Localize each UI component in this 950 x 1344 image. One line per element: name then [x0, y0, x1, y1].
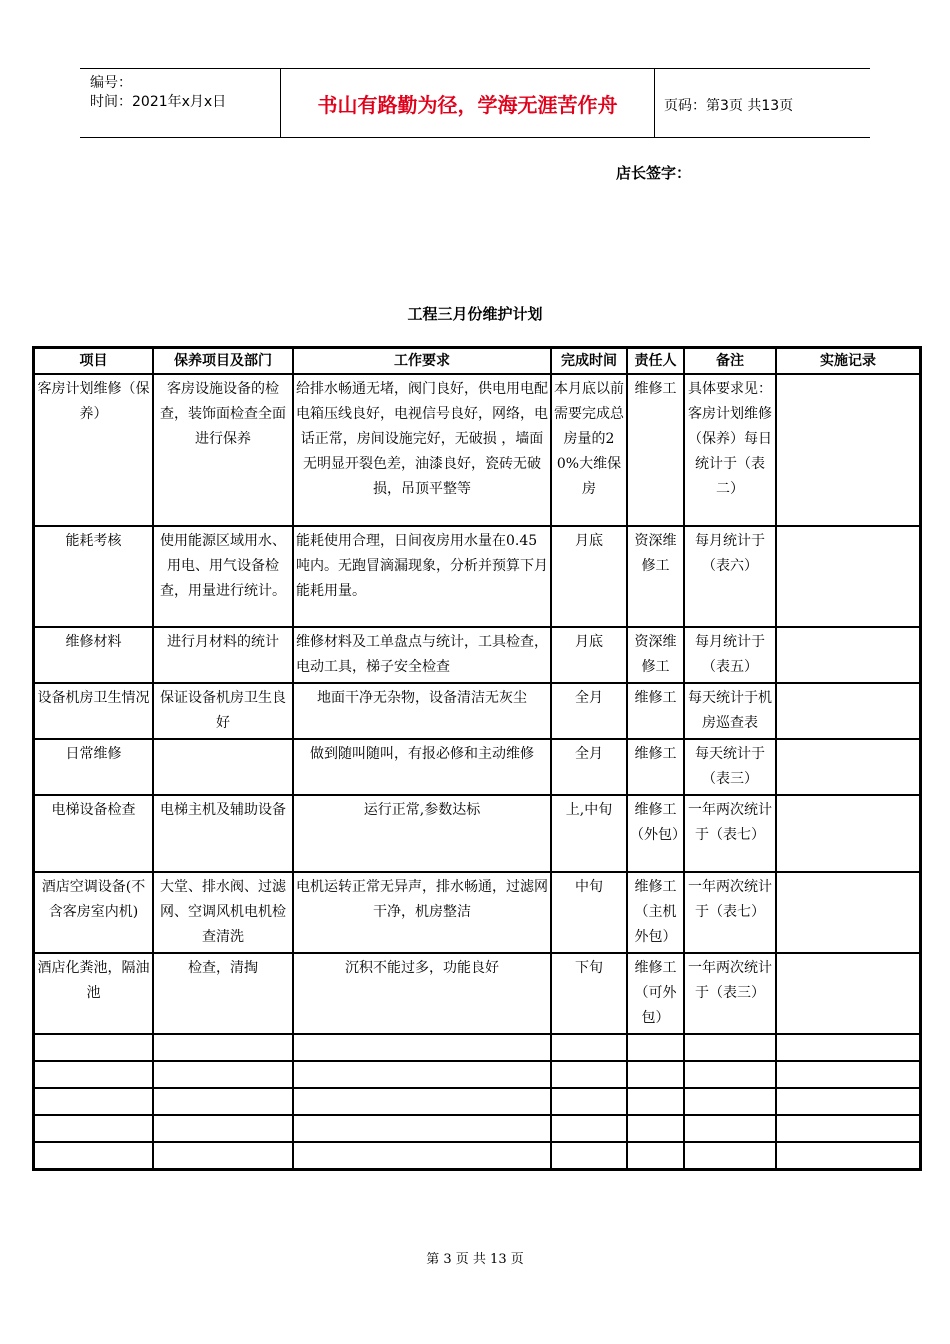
table-header-row — [34, 348, 920, 374]
page-indicator: 页码：第3页 共13页 — [664, 98, 794, 114]
cell-remark: 一年两次统计于（表三） — [684, 953, 776, 1034]
empty-row — [34, 1115, 920, 1142]
cell-deadline: 上,中旬 — [551, 795, 627, 872]
empty-cell[interactable] — [153, 1061, 293, 1088]
cell-item: 客房计划维修（保养） — [34, 374, 153, 526]
cell-item: 酒店空调设备(不含客房室内机) — [34, 872, 153, 953]
table-row — [34, 683, 920, 739]
empty-cell[interactable] — [34, 1061, 153, 1088]
empty-cell[interactable] — [34, 1088, 153, 1115]
cell-requirement: 能耗使用合理，日间夜房用水量在0.45吨内。无跑冒滴漏现象，分析并预算下月能耗用量。 — [293, 526, 551, 627]
table-row — [34, 526, 920, 627]
header-meta — [80, 69, 280, 137]
column-header: 完成时间 — [551, 348, 627, 374]
empty-cell[interactable] — [776, 1142, 920, 1169]
empty-cell[interactable] — [153, 1142, 293, 1169]
cell-scope: 检查，清掏 — [153, 953, 293, 1034]
empty-cell[interactable] — [627, 1034, 684, 1061]
cell-item: 维修材料 — [34, 627, 153, 683]
cell-remark: 一年两次统计于（表七） — [684, 872, 776, 953]
empty-cell[interactable] — [684, 1034, 776, 1061]
cell-scope: 进行月材料的统计 — [153, 627, 293, 683]
empty-cell[interactable] — [684, 1061, 776, 1088]
page-title: 工程三月份维护计划 — [407, 305, 543, 323]
cell-item: 酒店化粪池，隔油池 — [34, 953, 153, 1034]
cell-remark: 一年两次统计于（表七） — [684, 795, 776, 872]
cell-deadline: 月底 — [551, 526, 627, 627]
cell-requirement: 维修材料及工单盘点与统计，工具检查，电动工具，梯子安全检查 — [293, 627, 551, 683]
table-row — [34, 872, 920, 953]
cell-requirement: 做到随叫随叫，有报必修和主动维修 — [293, 739, 551, 795]
empty-row — [34, 1088, 920, 1115]
empty-cell[interactable] — [627, 1088, 684, 1115]
header-motto: 书山有路勤为径，学海无涯苦作舟 — [280, 69, 655, 137]
cell-deadline: 全月 — [551, 683, 627, 739]
cell-item: 日常维修 — [34, 739, 153, 795]
empty-cell[interactable] — [551, 1115, 627, 1142]
time-label: 时间：2021年x月x日 — [90, 94, 227, 110]
cell-owner: 资深维修工 — [627, 627, 684, 683]
cell-owner: 维修工 — [627, 374, 684, 526]
cell-requirement: 地面干净无杂物，设备清洁无灰尘 — [293, 683, 551, 739]
empty-cell[interactable] — [684, 1088, 776, 1115]
column-header: 备注 — [684, 348, 776, 374]
empty-row — [34, 1061, 920, 1088]
empty-cell[interactable] — [153, 1115, 293, 1142]
cell-item: 能耗考核 — [34, 526, 153, 627]
column-header: 工作要求 — [293, 348, 551, 374]
empty-cell[interactable] — [684, 1142, 776, 1169]
cell-item: 电梯设备检查 — [34, 795, 153, 872]
cell-deadline: 全月 — [551, 739, 627, 795]
cell-record[interactable] — [776, 953, 920, 1034]
empty-cell[interactable] — [776, 1061, 920, 1088]
empty-cell[interactable] — [627, 1142, 684, 1169]
cell-remark: 每天统计于机房巡查表 — [684, 683, 776, 739]
empty-cell[interactable] — [293, 1034, 551, 1061]
empty-cell[interactable] — [293, 1088, 551, 1115]
cell-deadline: 中旬 — [551, 872, 627, 953]
cell-owner: 维修工（可外包） — [627, 953, 684, 1034]
page-footer: 第 3 页 共 13 页 — [426, 1252, 524, 1267]
cell-remark: 每月统计于（表五） — [684, 627, 776, 683]
number-label: 编号： — [90, 75, 132, 91]
empty-cell[interactable] — [551, 1034, 627, 1061]
maintenance-plan-table — [32, 346, 922, 1171]
empty-cell[interactable] — [293, 1115, 551, 1142]
empty-cell[interactable] — [293, 1142, 551, 1169]
column-header: 保养项目及部门 — [153, 348, 293, 374]
cell-item: 设备机房卫生情况 — [34, 683, 153, 739]
empty-cell[interactable] — [551, 1061, 627, 1088]
cell-record[interactable] — [776, 526, 920, 627]
cell-scope: 大堂、排水阀、过滤网、空调风机电机检查清洗 — [153, 872, 293, 953]
column-header: 实施记录 — [776, 348, 920, 374]
empty-cell[interactable] — [153, 1088, 293, 1115]
table-row — [34, 627, 920, 683]
cell-scope: 电梯主机及辅助设备 — [153, 795, 293, 872]
cell-deadline: 下旬 — [551, 953, 627, 1034]
cell-requirement: 运行正常,参数达标 — [293, 795, 551, 872]
empty-cell[interactable] — [34, 1115, 153, 1142]
cell-owner: 维修工（主机外包） — [627, 872, 684, 953]
cell-requirement: 沉积不能过多，功能良好 — [293, 953, 551, 1034]
table-row — [34, 795, 920, 872]
column-header: 项目 — [34, 348, 153, 374]
empty-row — [34, 1034, 920, 1061]
cell-owner: 维修工 — [627, 683, 684, 739]
table-row — [34, 739, 920, 795]
empty-cell[interactable] — [776, 1115, 920, 1142]
cell-record[interactable] — [776, 627, 920, 683]
cell-deadline: 本月底以前需要完成总房量的20%大维保房 — [551, 374, 627, 526]
cell-record[interactable] — [776, 795, 920, 872]
cell-remark: 每天统计于（表三） — [684, 739, 776, 795]
cell-record[interactable] — [776, 683, 920, 739]
cell-remark: 每月统计于（表六） — [684, 526, 776, 627]
cell-owner: 维修工 — [627, 739, 684, 795]
cell-requirement: 电机运转正常无异声，排水畅通，过滤网干净，机房整洁 — [293, 872, 551, 953]
column-header: 责任人 — [627, 348, 684, 374]
signature-label: 店长签字： — [616, 164, 692, 182]
empty-cell[interactable] — [551, 1142, 627, 1169]
empty-cell[interactable] — [551, 1088, 627, 1115]
cell-requirement: 给排水畅通无堵，阀门良好，供电用电配电箱压线良好，电视信号良好，网络，电话正常，房间设施完好，无破损 ，墙面无明显开裂色差，油漆良好，瓷砖无破损，吊顶平整等 — [293, 374, 551, 526]
empty-cell[interactable] — [293, 1061, 551, 1088]
cell-remark: 具体要求见：客房计划维修（保养）每日统计于（表二） — [684, 374, 776, 526]
cell-record[interactable] — [776, 374, 920, 526]
cell-owner: 资深维修工 — [627, 526, 684, 627]
cell-owner: 维修工（外包） — [627, 795, 684, 872]
empty-cell[interactable] — [627, 1115, 684, 1142]
table-row — [34, 374, 920, 526]
cell-record[interactable] — [776, 739, 920, 795]
empty-cell[interactable] — [776, 1088, 920, 1115]
table-row — [34, 953, 920, 1034]
cell-scope: 保证设备机房卫生良好 — [153, 683, 293, 739]
cell-scope — [153, 739, 293, 795]
empty-cell[interactable] — [776, 1034, 920, 1061]
cell-record[interactable] — [776, 872, 920, 953]
cell-scope: 客房设施设备的检查，装饰面检查全面进行保养 — [153, 374, 293, 526]
empty-cell[interactable] — [153, 1034, 293, 1061]
empty-cell[interactable] — [34, 1142, 153, 1169]
empty-row — [34, 1142, 920, 1169]
cell-deadline: 月底 — [551, 627, 627, 683]
document-header — [80, 68, 870, 138]
empty-cell[interactable] — [627, 1061, 684, 1088]
empty-cell[interactable] — [34, 1034, 153, 1061]
empty-cell[interactable] — [684, 1115, 776, 1142]
cell-scope: 使用能源区域用水、用电、用气设备检查，用量进行统计。 — [153, 526, 293, 627]
